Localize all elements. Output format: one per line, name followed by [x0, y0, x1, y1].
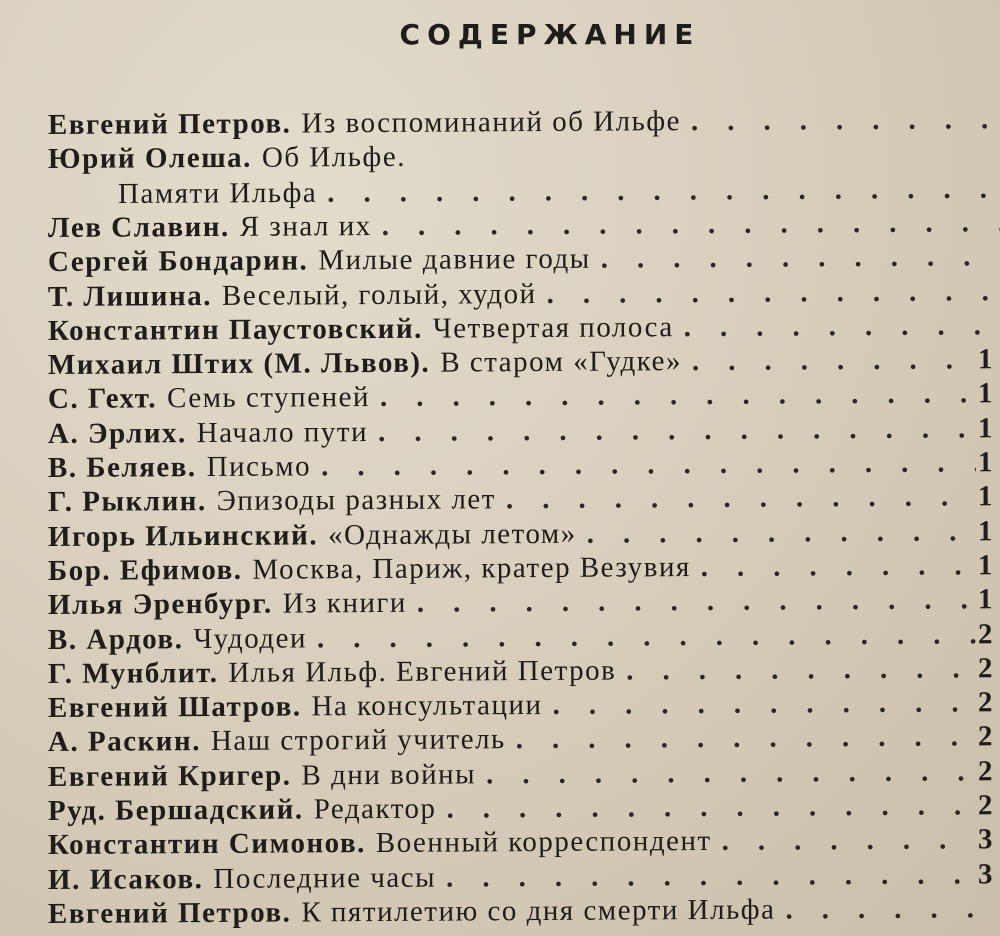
entry-work-title: Москва, Париж, кратер Везувия [252, 550, 691, 586]
dot-leader [486, 754, 976, 791]
entry-work-title: В дни войны [301, 758, 477, 792]
dot-leader [417, 583, 976, 620]
toc-entry [48, 274, 1000, 314]
dot-leader [587, 514, 976, 550]
entry-work-title: Милые давние годы [318, 242, 591, 277]
entry-work-title: Из книги [282, 586, 407, 620]
entry-author: Евгений Петров. [47, 107, 292, 141]
dot-leader [692, 342, 976, 378]
entry-author: Игорь Ильинский. [47, 518, 319, 553]
entry-author: Юрий Олеша. [47, 142, 252, 176]
dot-leader [701, 548, 976, 584]
toc-entry [48, 136, 1000, 176]
dot-leader [601, 239, 1000, 275]
entry-page-number: 1 [977, 583, 993, 616]
entry-author: В. Ардов. [47, 622, 184, 656]
dot-leader [446, 788, 976, 825]
entry-author: Бор. Ефимов. [47, 553, 243, 587]
toc-entry [48, 308, 1000, 348]
entry-work-title: Веселый, голый, худой [221, 277, 537, 312]
toc-entry [48, 822, 1000, 862]
entry-work-title: Памяти Ильфа [117, 176, 318, 210]
entry-work-title: Эпизоды разных лет [216, 483, 497, 518]
dot-leader [380, 377, 976, 415]
entry-page-number: 3 [977, 823, 993, 856]
dot-leader [506, 480, 976, 517]
entry-author: Константин Паустовский. [47, 312, 423, 347]
entry-page-number: 1 [977, 514, 993, 547]
dot-leader [327, 171, 1000, 209]
entry-author: Руд. Бершадский. [47, 793, 304, 827]
dot-leader [684, 308, 1000, 344]
toc-entry [48, 205, 1000, 245]
entry-work-title: Военный корреспондент [375, 825, 712, 860]
entry-work-title: Наш строгий учитель [210, 723, 506, 758]
toc-entry [48, 891, 1000, 931]
entry-work-title: Об Ильфе. [261, 141, 406, 174]
entry-page-number: 2 [977, 617, 993, 650]
entry-work-title: Последние часы [213, 861, 437, 895]
entry-author: А. Раскин. [47, 725, 202, 759]
entry-work-title: На консультации [311, 689, 543, 723]
dot-leader [785, 891, 1000, 926]
entry-page-number: 2 [977, 720, 993, 753]
dot-leader [546, 274, 1000, 311]
toc-entry [48, 651, 1000, 691]
dot-leader [382, 205, 1000, 243]
entry-page-number: 2 [977, 686, 993, 719]
entry-page-number: 2 [977, 652, 993, 685]
entry-author: Евгений Петров. [47, 896, 292, 930]
entry-work-title: Чудодеи [193, 621, 308, 655]
entry-author: Г. Рыклин. [47, 485, 207, 519]
entry-work-title: Письмо [206, 450, 312, 484]
toc-entry [48, 479, 1000, 519]
entry-work-title: Начало пути [196, 415, 369, 449]
entry-work-title: К пятилетию со дня смерти Ильфа [301, 893, 776, 929]
entry-work-title: Я знал их [239, 209, 372, 243]
entry-page-number: 1 [977, 549, 993, 582]
entry-page-number: 1 [977, 343, 993, 376]
entry-author: И. Исаков. [47, 862, 204, 896]
entry-author: Михаил Штих (М. Львов). [47, 346, 431, 382]
toc-entry [118, 171, 1000, 210]
toc-entry [48, 445, 1000, 485]
entry-work-title: В старом «Гудке» [440, 345, 683, 379]
entry-author: Илья Эренбург. [47, 587, 273, 622]
entry-author: Константин Симонов. [47, 827, 366, 862]
toc-entry [48, 582, 1000, 622]
entry-author: В. Беляев. [47, 451, 197, 484]
entry-page-number: 3 [977, 857, 993, 890]
entry-work-title: Семь ступеней [166, 381, 371, 415]
entry-work-title: Четвертая полоса [432, 310, 674, 345]
toc-entry [48, 102, 1000, 142]
page-title: СОДЕРЖАНИЕ [399, 18, 701, 51]
dot-leader [321, 445, 976, 483]
entry-page-number: 1 [977, 377, 993, 410]
entry-work-title: Редактор [313, 792, 437, 826]
toc-entry [48, 377, 1000, 417]
toc-entry [48, 857, 1000, 897]
entry-page-number: 2 [977, 789, 993, 822]
dot-leader [516, 720, 976, 757]
dot-leader [446, 857, 976, 894]
entry-work-title: Из воспоминаний об Ильфе [301, 105, 682, 140]
entry-page-number: 2 [977, 754, 993, 788]
toc-entry [48, 754, 1000, 794]
entry-author: Т. Лишина. [47, 279, 213, 313]
entry-author: Евгений Кригер. [47, 759, 292, 793]
dot-leader [722, 823, 977, 859]
entry-work-title: Илья Ильф. Евгений Петров [228, 654, 617, 689]
toc-entry [48, 411, 1000, 451]
dot-leader [552, 685, 976, 722]
toc-entry [48, 514, 1000, 554]
toc-entry [48, 239, 1000, 279]
entry-author: Сергей Бондарин. [47, 244, 309, 279]
entry-page-number: 1 [977, 480, 993, 513]
toc-entry [48, 788, 1000, 828]
entry-author: Евгений Шатров. [47, 690, 302, 725]
toc-entry [48, 548, 1000, 588]
dot-leader [317, 617, 976, 655]
dot-leader [378, 411, 976, 449]
entry-page-number: 1 [977, 411, 993, 445]
toc-entry [48, 720, 1000, 760]
toc-entry [48, 617, 1000, 657]
entry-author: Г. Мунблит. [47, 656, 219, 690]
entry-page-number: 1 [977, 446, 993, 479]
entry-author: А. Эрлих. [47, 416, 187, 450]
entry-author: Лев Славин. [47, 210, 230, 244]
dot-leader [626, 651, 976, 687]
dot-leader [691, 102, 1000, 138]
entry-work-title: «Однажды летом» [327, 517, 577, 551]
entry-author: С. Гехт. [47, 382, 158, 416]
